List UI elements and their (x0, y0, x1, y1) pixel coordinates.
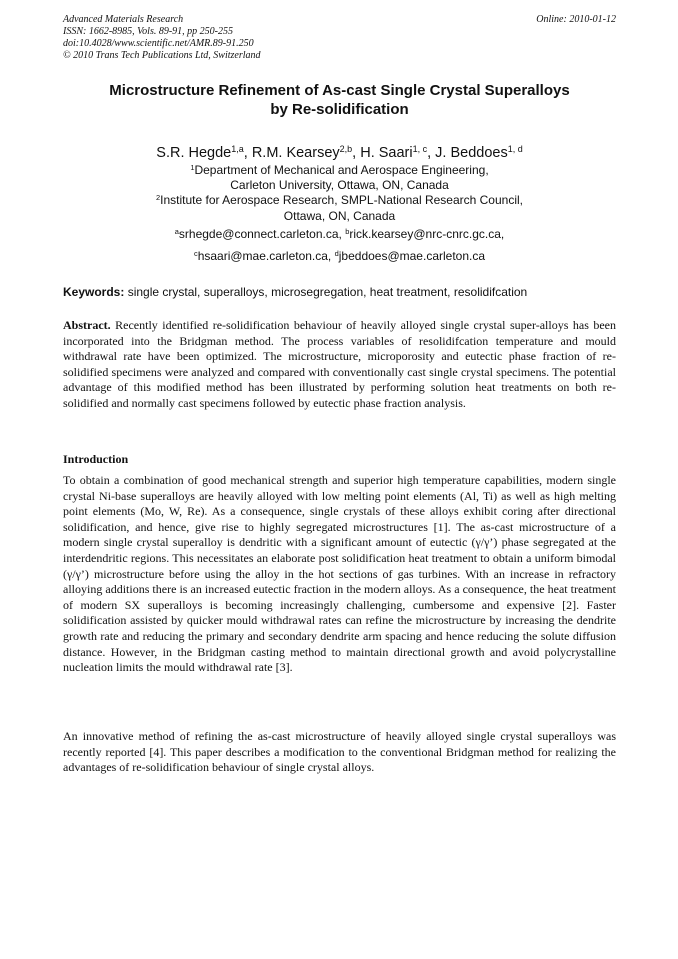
affiliation-1-line-1 (63, 163, 616, 178)
journal-issn: ISSN: 1662-8985, Vols. 89-91, pp 250-255 (63, 26, 233, 37)
author (156, 145, 252, 161)
author (360, 145, 435, 161)
author (252, 145, 360, 161)
email-c: hsaari@mae.carleton.ca, (197, 249, 332, 263)
email-d: jbeddoes@mae.carleton.ca (338, 249, 486, 263)
affiliation-1-mark: 1 (190, 162, 195, 172)
email-b: rick.kearsey@nrc-cnrc.gc.ca, (349, 227, 505, 241)
section-heading-introduction: Introduction (63, 452, 129, 466)
email-a-mark: a (174, 226, 179, 236)
journal-doi: doi:10.4028/www.scientific.net/AMR.89-91.250 (63, 38, 254, 49)
author-affiliation-mark: 2,b (339, 144, 353, 155)
author-separator: , (243, 145, 252, 161)
affiliations (63, 163, 616, 224)
abstract-text: Recently identified re-solidification behaviour of heavily alloyed single crystal super-alloys has been incorporated into the Bridgman method. The process variables of resolidifcation temperature and mould withdrawal rate have been optimized. The microstructure, microporosity and eutectic phase fraction of re-solidified specimens were analyzed and compared with conventionally cast single crystal specimens. The potential advantage of this modified method has been illustrated by performing solution heat treatments on both re-solidified and normally cast specimens followed by eutectic phase fraction analysis. (63, 318, 617, 410)
affiliation-1-line-2: Carleton University, Ottawa, ON, Canada (230, 178, 449, 193)
online-date: Online: 2010-01-12 (536, 14, 616, 25)
title-line-2: by Re-solidification (270, 101, 409, 118)
abstract-label: Abstract. (63, 318, 111, 332)
journal-name: Advanced Materials Research (63, 14, 184, 25)
author-separator: , (427, 145, 436, 161)
abstract (63, 318, 616, 412)
keywords (63, 285, 616, 300)
introduction-paragraph-2: An innovative method of refining the as-cast microstructure of heavily alloyed single crystal superalloys was recently reported [4]. This paper describes a modification to the conventional Bridgman method for realizing the advantages of re-solidification behaviour of single crystal alloys. (63, 729, 616, 775)
author (435, 145, 523, 161)
author-name: H. Saari (360, 145, 413, 161)
keywords-text: single crystal, superalloys, microsegregation, heat treatment, resolidifcation (127, 285, 528, 299)
affiliation-2-text: Institute for Aerospace Research, SMPL-National Research Council, (160, 193, 523, 208)
author-affiliation-mark: 1, d (507, 144, 523, 155)
email-line-1 (63, 227, 616, 242)
keywords-label: Keywords: (63, 285, 125, 299)
author-affiliation-mark: 1,a (231, 144, 244, 155)
author-affiliation-mark: 1, c (412, 144, 428, 155)
affiliation-2-line-1 (63, 193, 616, 208)
journal-header (63, 14, 616, 62)
author-name: J. Beddoes (435, 145, 508, 161)
title-line-1: Microstructure Refinement of As-cast Single Crystal Superalloys (109, 82, 570, 99)
author-name: S.R. Hegde (156, 145, 232, 161)
author-list (63, 144, 616, 162)
email-b-mark: b (345, 226, 350, 236)
paper-title (63, 81, 616, 119)
email-c-mark: c (193, 248, 198, 258)
email-a: srhegde@connect.carleton.ca, (178, 227, 342, 241)
email-d-mark: d (334, 248, 339, 258)
journal-copyright: © 2010 Trans Tech Publications Ltd, Switzerland (63, 50, 261, 61)
email-line-2 (63, 249, 616, 264)
author-name: R.M. Kearsey (251, 145, 340, 161)
affiliation-2-mark: 2 (156, 193, 161, 203)
affiliation-1-text: Department of Mechanical and Aerospace Engineering, (194, 163, 489, 177)
affiliation-2-line-2: Ottawa, ON, Canada (283, 208, 396, 223)
introduction-paragraph-1: To obtain a combination of good mechanical strength and superior high temperature capabilities, modern single crystal Ni-base superalloys are heavily alloyed with low melting point elements (Al, Ti) as well as high melting point elements (Mo, W, Re). As a consequence, single crystals of these alloys exhibit coring after directional solidification, and hence, give rise to highly segregated microstructures [1]. The as-cast microstructure of a modern single crystal superalloy is dendritic with a significant amount of eutectic (γ/γ’) phase segregated at the interdendritic regions. This necessitates an elaborate post solidification heat treatment to obtain a uniform bimodal (γ/γ’) microstructure before using the alloy in the hot sections of gas turbines. With an increase in refractory alloying additions there is an increased eutectic fraction in the modern alloys. As a consequence, the heat treatment of modern SX superalloys is becoming increasingly challenging, cumbersome and expensive [2]. Faster solidification assisted by quicker mould withdrawal rates can refine the microstructure by increasing the dendrite growth rate and reducing the primary and secondary dendrite arm spacing and hence reducing the solute diffusion distance. However, in the Bridgman casting method to maintain directional growth and avoid polycrystalline nucleation limits the mould withdrawal rate [3]. (63, 473, 616, 675)
author-separator: , (352, 145, 361, 161)
